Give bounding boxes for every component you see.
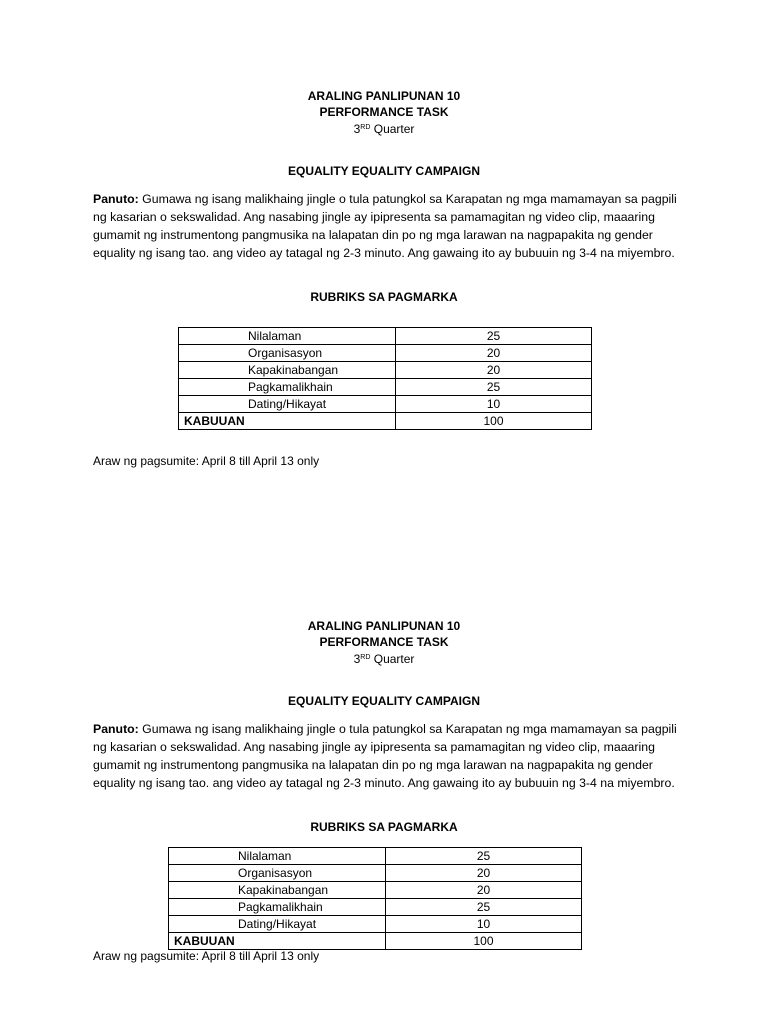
points-cell: 20	[396, 362, 592, 379]
table-row	[169, 882, 582, 899]
campaign-title: EQUALITY EQUALITY CAMPAIGN	[287, 694, 480, 708]
criterion-cell: Kapakinabangan	[169, 882, 386, 899]
points-cell: 10	[396, 396, 592, 413]
criterion-cell: Dating/Hikayat	[169, 916, 386, 933]
rubric-title: RUBRIKS SA PAGMARKA	[310, 290, 458, 304]
table-row	[179, 396, 592, 413]
table-row	[169, 916, 582, 933]
subject-title: ARALING PANLIPUNAN 10	[307, 619, 461, 633]
table-row	[169, 865, 582, 882]
total-points: 100	[396, 413, 592, 430]
rubric-table	[168, 847, 582, 950]
criterion-cell: Organisasyon	[169, 865, 386, 882]
table-row	[179, 379, 592, 396]
table-row	[169, 848, 582, 865]
points-cell: 10	[386, 916, 582, 933]
quarter-label: 3RD Quarter	[353, 652, 415, 666]
points-cell: 25	[386, 848, 582, 865]
points-cell: 20	[386, 865, 582, 882]
quarter-label: 3RD Quarter	[353, 122, 415, 136]
criterion-cell: Pagkamalikhain	[169, 899, 386, 916]
points-cell: 25	[386, 899, 582, 916]
criterion-cell: Nilalaman	[169, 848, 386, 865]
instructions-paragraph	[93, 190, 678, 262]
total-row	[169, 933, 582, 950]
criterion-cell: Dating/Hikayat	[179, 396, 396, 413]
criterion-cell: Organisasyon	[179, 345, 396, 362]
task-title: PERFORMANCE TASK	[319, 105, 449, 119]
table-row	[179, 362, 592, 379]
panuto-label: Panuto:	[93, 722, 139, 736]
panuto-label: Panuto:	[93, 192, 139, 206]
criterion-cell: Kapakinabangan	[179, 362, 396, 379]
total-points: 100	[386, 933, 582, 950]
table-row	[179, 328, 592, 345]
rubric-title: RUBRIKS SA PAGMARKA	[310, 820, 458, 834]
panuto-text: Gumawa ng isang malikhaing jingle o tula patungkol sa Karapatan ng mga mamamayan sa pagpili ng kasarian o sekswalidad. Ang nasabing jingle ay ipipresenta sa pamamagitan ng video clip, maaaring gumamit ng instrumentong pangmusika na lalapatan din po ng mga larawan na nagpapakita ng gender equality ng isang tao. ang video ay tatagal ng 2-3 minuto. Ang gawaing ito ay bubuuin ng 3-4 na miyembro.	[93, 192, 677, 260]
total-label: KABUUAN	[169, 933, 386, 950]
points-cell: 20	[396, 345, 592, 362]
points-cell: 20	[386, 882, 582, 899]
criterion-cell: Pagkamalikhain	[179, 379, 396, 396]
table-row	[169, 899, 582, 916]
total-label: KABUUAN	[179, 413, 396, 430]
total-row	[179, 413, 592, 430]
instructions-paragraph	[93, 720, 678, 792]
deadline-text: Araw ng pagsumite: April 8 till April 13 only	[93, 949, 320, 963]
deadline-text: Araw ng pagsumite: April 8 till April 13 only	[93, 454, 320, 468]
subject-title: ARALING PANLIPUNAN 10	[307, 89, 461, 103]
panuto-text: Gumawa ng isang malikhaing jingle o tula patungkol sa Karapatan ng mga mamamayan sa pagpili ng kasarian o sekswalidad. Ang nasabing jingle ay ipipresenta sa pamamagitan ng video clip, maaaring gumamit ng instrumentong pangmusika na lalapatan din po ng mga larawan na nagpapakita ng gender equality ng isang tao. ang video ay tatagal ng 2-3 minuto. Ang gawaing ito ay bubuuin ng 3-4 na miyembro.	[93, 722, 677, 790]
points-cell: 25	[396, 379, 592, 396]
campaign-title: EQUALITY EQUALITY CAMPAIGN	[287, 164, 480, 178]
points-cell: 25	[396, 328, 592, 345]
rubric-table	[178, 327, 592, 430]
task-title: PERFORMANCE TASK	[319, 635, 449, 649]
criterion-cell: Nilalaman	[179, 328, 396, 345]
table-row	[179, 345, 592, 362]
